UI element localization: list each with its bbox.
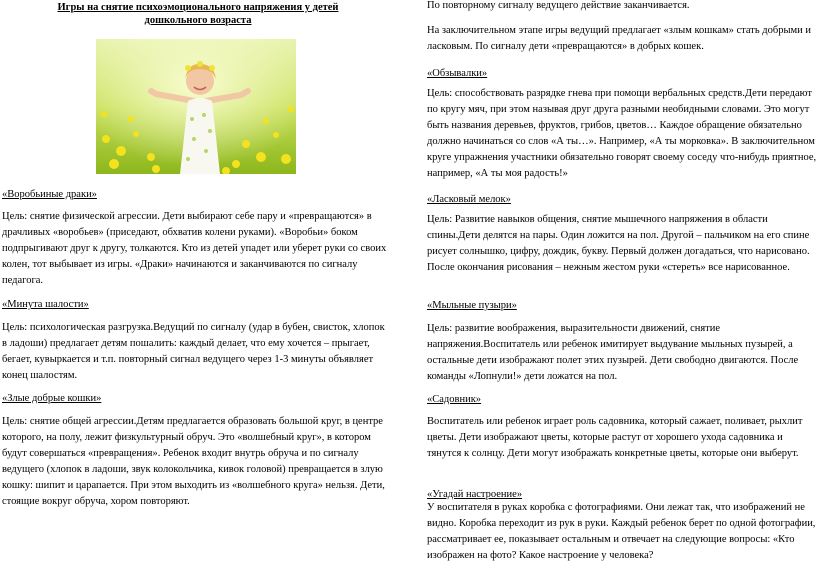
paragraph-cats-final: На заключительном этапе игры ведущий предлагает «злым кошкам» стать добрыми и ласковым. По сигналу дети «превращаются» в добрых кошек. [427, 25, 812, 52]
paragraph-cats-end: По повторному сигналу ведущего действие заканчивается. [427, 0, 690, 11]
section-heading-gentle-chalk: «Ласковый мелок» [427, 194, 511, 205]
section-body-mischief-minute: Цель: психологическая разгрузка.Ведущий по сигналу (удар в бубен, свисток, хлопок в ладоши) предлагает детям пошалить: каждый делает, что ему хочется – прыгает, бегает, кувыркается и т.п. повторный сигнал ведущего через 1-3 минуты объявляет конец шалостям. [2, 322, 385, 381]
section-body-sparrow-fights: Цель: снятие физической агрессии. Дети выбирают себе пару и «превращаются» в драчливых «воробьев» (приседают, обхватив колени руками). «Воробьи» боком подпрыгивают друг к другу, толкаются. Кто из детей упадет или уберет руки со своих колен, тот выбывает из игры. «Драки» начинаются и заканчиваются по сигналу педагога. [2, 211, 387, 286]
section-body-angry-kind-cats: Цель: снятие общей агрессии.Детям предлагается образовать большой круг, в центре которого, на полу, лежит физкультурный обруч. Это «волшебный круг», в котором будут совершаться «превращения». Ребенок входит внутрь обруча и по сигналу ведущего (хлопок в ладоши, звук колокольчика, кивок головой) превращается в злую кошку: шипит и царапается. При этом выходить из «волшебного круга» нельзя. Дети, стоящие вокруг обруча, хором повторяют. [2, 416, 385, 507]
section-heading-mischief-minute: «Минута шалости» [2, 299, 89, 310]
section-body-name-calling: Цель: способствовать разрядке гнева при помощи вербальных средств.Дети передают по кругу мяч, при этом называя друг друга разными необидными словами. Это могут быть названия деревьев, фруктов, грибов, цветов… Каждое обращение обязательно должно начинаться со слов «А ты…». Например, «А ты морковка». В заключительном круге упражнения участники обязательно говорят своему соседу что-нибудь приятное, например, «А ты моя радость!» [427, 88, 816, 179]
section-heading-gardener: «Садовник» [427, 394, 482, 405]
section-body-guess-mood: У воспитателя в руках коробка с фотографиями. Они лежат так, что изображений не видно. Коробка переходит из рук в руки. Каждый ребенок берет по одной фотографии, рассматривает ее, показывает остальным и отвечает на следующие вопросы: «Кто изображен на фото? Какое настроение у человека? [427, 502, 816, 561]
child-in-field-photo [96, 39, 296, 174]
section-body-soap-bubbles: Цель: развитие воображения, выразительности движений, снятие напряжения.Воспитатель или ребенок имитирует выдувание мыльных пузырей, а остальные дети изображают полет этих пузырей. Дети свободно двигаются. После команды «Лопнули!» дети ложатся на пол. [427, 323, 799, 382]
section-heading-soap-bubbles: «Мыльные пузыри» [427, 300, 517, 311]
section-body-gentle-chalk: Цель: Развитие навыков общения, снятие мышечного напряжения в области спины.Дети делятся на пары. Один ложится на пол. Другой – пальчиком на его спине рисует солнышко, цифру, дождик, букву. Первый должен догадаться, что нарисовано. После окончания рисования – нежным жестом руки «стереть» все нарисованное. [427, 214, 810, 273]
section-heading-guess-mood: «Угадай настроение» [427, 489, 523, 500]
page-title: Игры на снятие психоэмоционального напряжения у детей дошкольного возраста [57, 2, 339, 26]
section-heading-name-calling: «Обзывалки» [427, 68, 488, 79]
section-heading-sparrow-fights: «Воробьиные драки» [2, 189, 97, 200]
section-heading-angry-kind-cats: «Злые добрые кошки» [2, 393, 102, 404]
section-body-gardener: Воспитатель или ребенок играет роль садовника, который сажает, поливает, рыхлит цветы. Дети изображают цветы, которые растут от хорошего ухода садовника и тянутся к солнцу. Дети могут изображать конкретные цветы, которые они выберут. [427, 416, 803, 459]
